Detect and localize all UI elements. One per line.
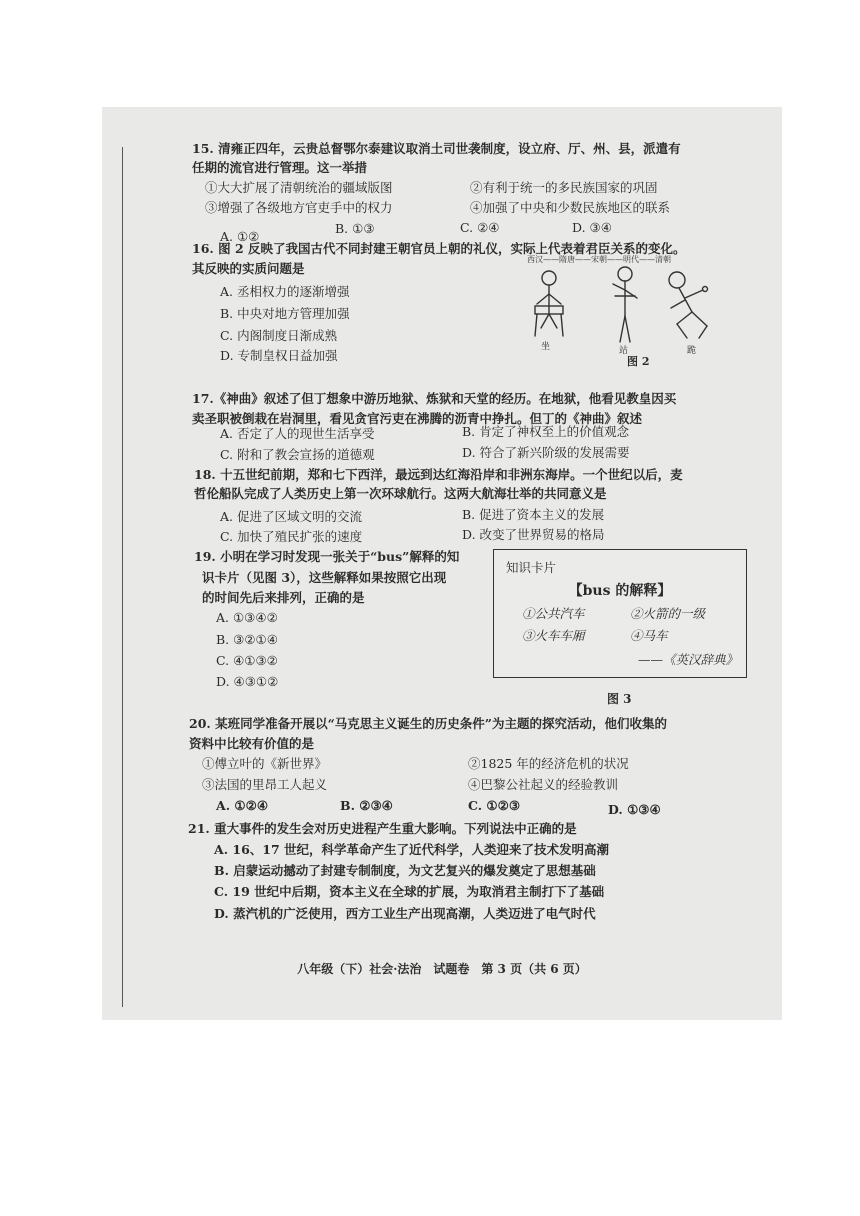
q21-option-c: C. 19 世纪中后期，资本主义在全球的扩展，为取消君主制打下了基础 — [214, 884, 605, 899]
card-item-2: ②火箭的一级 — [630, 606, 706, 621]
q15-option-d: D. ③④ — [572, 220, 612, 235]
q17-option-b: B. 肯定了神权至上的价值观念 — [462, 424, 630, 439]
q18-option-c: C. 加快了殖民扩张的速度 — [220, 529, 363, 544]
q15-option-a: A. ①② — [220, 229, 260, 244]
q17-option-c: C. 附和了教会宣扬的道德观 — [220, 447, 375, 462]
q19-option-a: A. ①③④② — [216, 610, 278, 625]
fig2-label-stand: 站 — [619, 346, 629, 356]
card-item-3: ③火车车厢 — [522, 628, 585, 643]
fig2-label-kneel: 跪 — [687, 346, 697, 356]
q16-option-d: D. 专制皇权日益加强 — [220, 348, 338, 363]
q17-stem-line1: 17.《神曲》叙述了但丁想象中游历地狱、炼狱和天堂的经历。在地狱，他看见教皇因买 — [192, 391, 677, 406]
q21-option-a: A. 16、17 世纪，科学革命产生了近代科学，人类迎来了技术发明高潮 — [214, 842, 610, 857]
q17-option-d: D. 符合了新兴阶级的发展需要 — [462, 445, 630, 460]
q15-option-c: C. ②④ — [460, 220, 500, 235]
q20-statement-2: ②1825 年的经济危机的状况 — [468, 756, 629, 771]
q15-stem-line1: 15. 清雍正四年，云贵总督鄂尔泰建议取消土司世袭制度，设立府、厅、州、县，派遣有 — [192, 141, 681, 156]
q20-option-a: A. ①②④ — [216, 798, 269, 813]
q19-option-c: C. ④①③② — [216, 653, 278, 668]
q15-stem-line2: 任期的流官进行管理。这一举措 — [192, 160, 368, 175]
card-header: 知识卡片 — [506, 560, 557, 575]
q19-stem-line2: 识卡片（见图 3），这些解释如果按照它出现 — [202, 570, 447, 585]
q20-statement-1: ①傅立叶的《新世界》 — [202, 756, 328, 771]
q19-option-b: B. ③②①④ — [216, 632, 278, 647]
exam-page — [102, 107, 782, 1020]
page-footer: 八年级（下）社会·法治 试题卷 第 3 页（共 6 页） — [297, 962, 587, 976]
fig2-dynasty-timeline: 西汉——隋唐——宋朝——明代——清朝 — [527, 255, 671, 264]
q17-stem-line2: 卖圣职被倒栽在岩洞里，看见贪官污吏在沸腾的沥青中挣扎。但丁的《神曲》叙述 — [192, 411, 643, 426]
fig3-caption: 图 3 — [607, 692, 632, 706]
q20-statement-4: ④巴黎公社起义的经验教训 — [468, 777, 619, 792]
card-source: ——《英汉辞典》 — [637, 652, 738, 667]
q17-option-a: A. 否定了人的现世生活享受 — [220, 426, 375, 441]
knowledge-card — [493, 549, 747, 678]
fig2-caption: 图 2 — [627, 355, 650, 368]
figure-2 — [527, 254, 749, 369]
card-item-1: ①公共汽车 — [522, 606, 585, 621]
q15-statement-3: ③增强了各级地方官吏手中的权力 — [205, 200, 393, 215]
q19-stem-line3: 的时间先后来排列，正确的是 — [202, 590, 365, 605]
court-etiquette-illustration — [527, 266, 749, 352]
q20-option-d: D. ①③④ — [608, 802, 661, 817]
q20-stem-line2: 资料中比较有价值的是 — [189, 736, 315, 751]
q21-option-d: D. 蒸汽机的广泛使用，西方工业生产出现高潮，人类迈进了电气时代 — [214, 906, 596, 921]
q15-option-b: B. ①③ — [335, 221, 375, 236]
q21-option-b: B. 启蒙运动撼动了封建专制制度，为文艺复兴的爆发奠定了思想基础 — [214, 863, 596, 878]
q18-stem-line1: 18. 十五世纪前期，郑和七下西洋，最远到达红海沿岸和非洲东海岸。一个世纪以后，麦 — [194, 467, 683, 482]
card-item-4: ④马车 — [630, 628, 668, 643]
q18-option-b: B. 促进了资本主义的发展 — [462, 507, 605, 522]
fig2-label-sit: 坐 — [541, 342, 551, 352]
q20-statement-3: ③法国的里昂工人起义 — [202, 777, 328, 792]
card-title: 【bus 的解释】 — [568, 583, 672, 599]
q15-statement-1: ①大大扩展了清朝统治的疆域版图 — [205, 180, 393, 195]
q15-statement-2: ②有利于统一的多民族国家的巩固 — [470, 180, 658, 195]
binding-margin-line — [122, 147, 123, 1007]
q18-option-a: A. 促进了区域文明的交流 — [220, 509, 362, 524]
q19-option-d: D. ④③①② — [216, 674, 279, 689]
q20-option-c: C. ①②③ — [468, 798, 521, 813]
q16-option-c: C. 内阁制度日渐成熟 — [220, 328, 338, 343]
q16-stem-line2: 其反映的实质问题是 — [192, 261, 305, 276]
q20-stem-line1: 20. 某班同学准备开展以“马克思主义诞生的历史条件”为主题的探究活动，他们收集的 — [189, 716, 667, 731]
q16-option-b: B. 中央对地方管理加强 — [220, 306, 350, 321]
q18-option-d: D. 改变了世界贸易的格局 — [462, 527, 605, 542]
q19-stem-line1: 19. 小明在学习时发现一张关于“bus”解释的知 — [194, 549, 460, 564]
q21-stem: 21. 重大事件的发生会对历史进程产生重大影响。下列说法中正确的是 — [188, 821, 577, 836]
q20-option-b: B. ②③④ — [340, 798, 393, 813]
q16-stem-line1: 16. 图 2 反映了我国古代不同封建王朝官员上朝的礼仪，实际上代表着君臣关系的变化。 — [192, 241, 686, 256]
q15-statement-4: ④加强了中央和少数民族地区的联系 — [470, 200, 671, 215]
q18-stem-line2: 哲伦船队完成了人类历史上第一次环球航行。这两大航海壮举的共同意义是 — [194, 486, 607, 501]
q16-option-a: A. 丞相权力的逐渐增强 — [220, 284, 350, 299]
